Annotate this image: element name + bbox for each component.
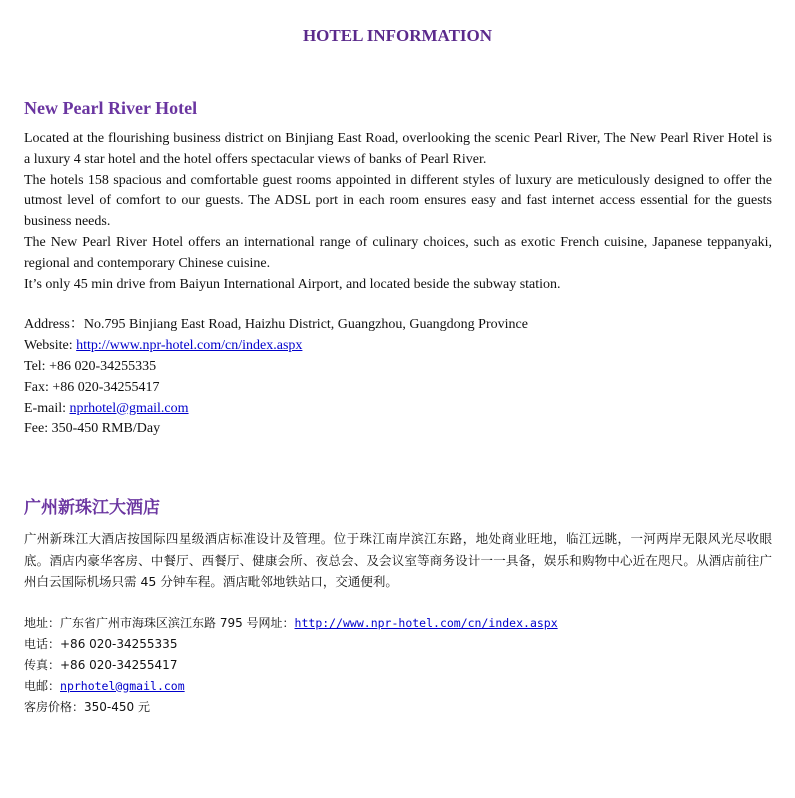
- email-link-en[interactable]: nprhotel@gmail.com: [69, 400, 189, 416]
- paragraph-en-2: The hotels 158 spacious and comfortable guest rooms appointed in different styles of luxury are meticulously designed to offer the utmost level of comfort to our guests. The ADSL port in each room ensures easy and fast internet access essential for the guests business needs.: [24, 172, 772, 230]
- address-row-en: [24, 315, 772, 336]
- email-row-en: [24, 399, 772, 420]
- email-label-zh: 电邮：: [24, 678, 61, 693]
- hotel-name-en: New Pearl River Hotel: [24, 98, 198, 118]
- website-row-en: [24, 336, 772, 357]
- price-zh: 客房价格：350-450 元: [24, 699, 150, 714]
- email-label-en: E-mail:: [24, 400, 70, 416]
- chinese-section: [24, 493, 772, 718]
- website-label-en: Website:: [24, 338, 77, 354]
- paragraph-en-3: The New Pearl River Hotel offers an international range of culinary choices, such as exotic French cuisine, Japanese teppanyaki, regional and contemporary Chinese cuisine.: [24, 234, 772, 271]
- paragraph-en-4: It’s only 45 min drive from Baiyun International Airport, and located beside the subway station.: [24, 276, 561, 292]
- address-label-zh: 地址：广东省广州市海珠区滨江东路 795 号网址：: [24, 615, 295, 630]
- description-zh: 广州新珠江大酒店按国际四星级酒店标准设计及管理。位于珠江南岸滨江东路，地处商业旺地，临江远眺，一河两岸无限风光尽收眼底。酒店内豪华客房、中餐厅、西餐厅、健康会所、夜总会、及会议室等商务设计一一具备，娱乐和购物中心近在咫尺。从酒店前往广州白云国际机场只需 45 分钟车程。酒店毗邻地铁站口，交通便利。: [24, 531, 772, 589]
- address-row-zh: [24, 613, 772, 634]
- paragraph-en-1: Located at the flourishing business district on Binjiang East Road, overlooking the scenic Pearl River, The New Pearl River Hotel is a luxury 4 star hotel and the hotel offers spectacular views of banks of Pearl River.: [24, 131, 772, 167]
- website-link-zh[interactable]: http://www.npr-hotel.com/cn/index.aspx: [294, 615, 558, 630]
- website-link-en[interactable]: http://www.npr-hotel.com/cn/index.aspx: [76, 338, 303, 354]
- email-row-zh: [24, 676, 772, 697]
- address-label-en: Address：: [24, 317, 84, 333]
- address-value-en: No.795 Binjiang East Road, Haizhu District, Guangzhou, Guangdong Province: [83, 317, 528, 333]
- tel-zh: 电话：+86 020-34255335: [24, 636, 178, 651]
- english-section: [24, 98, 772, 440]
- tel-en: Tel: +86 020-34255335: [24, 358, 157, 374]
- page-title: HOTEL INFORMATION: [302, 26, 493, 45]
- fax-zh: 传真：+86 020-34255417: [24, 657, 178, 672]
- email-link-zh[interactable]: nprhotel@gmail.com: [60, 678, 185, 693]
- description-en: [24, 129, 772, 295]
- fee-en: Fee: 350-450 RMB/Day: [24, 421, 161, 437]
- hotel-name-zh: 广州新珠江大酒店: [24, 498, 160, 518]
- fax-en: Fax: +86 020-34255417: [24, 379, 160, 395]
- contact-en: [24, 315, 772, 440]
- contact-zh: [24, 613, 772, 718]
